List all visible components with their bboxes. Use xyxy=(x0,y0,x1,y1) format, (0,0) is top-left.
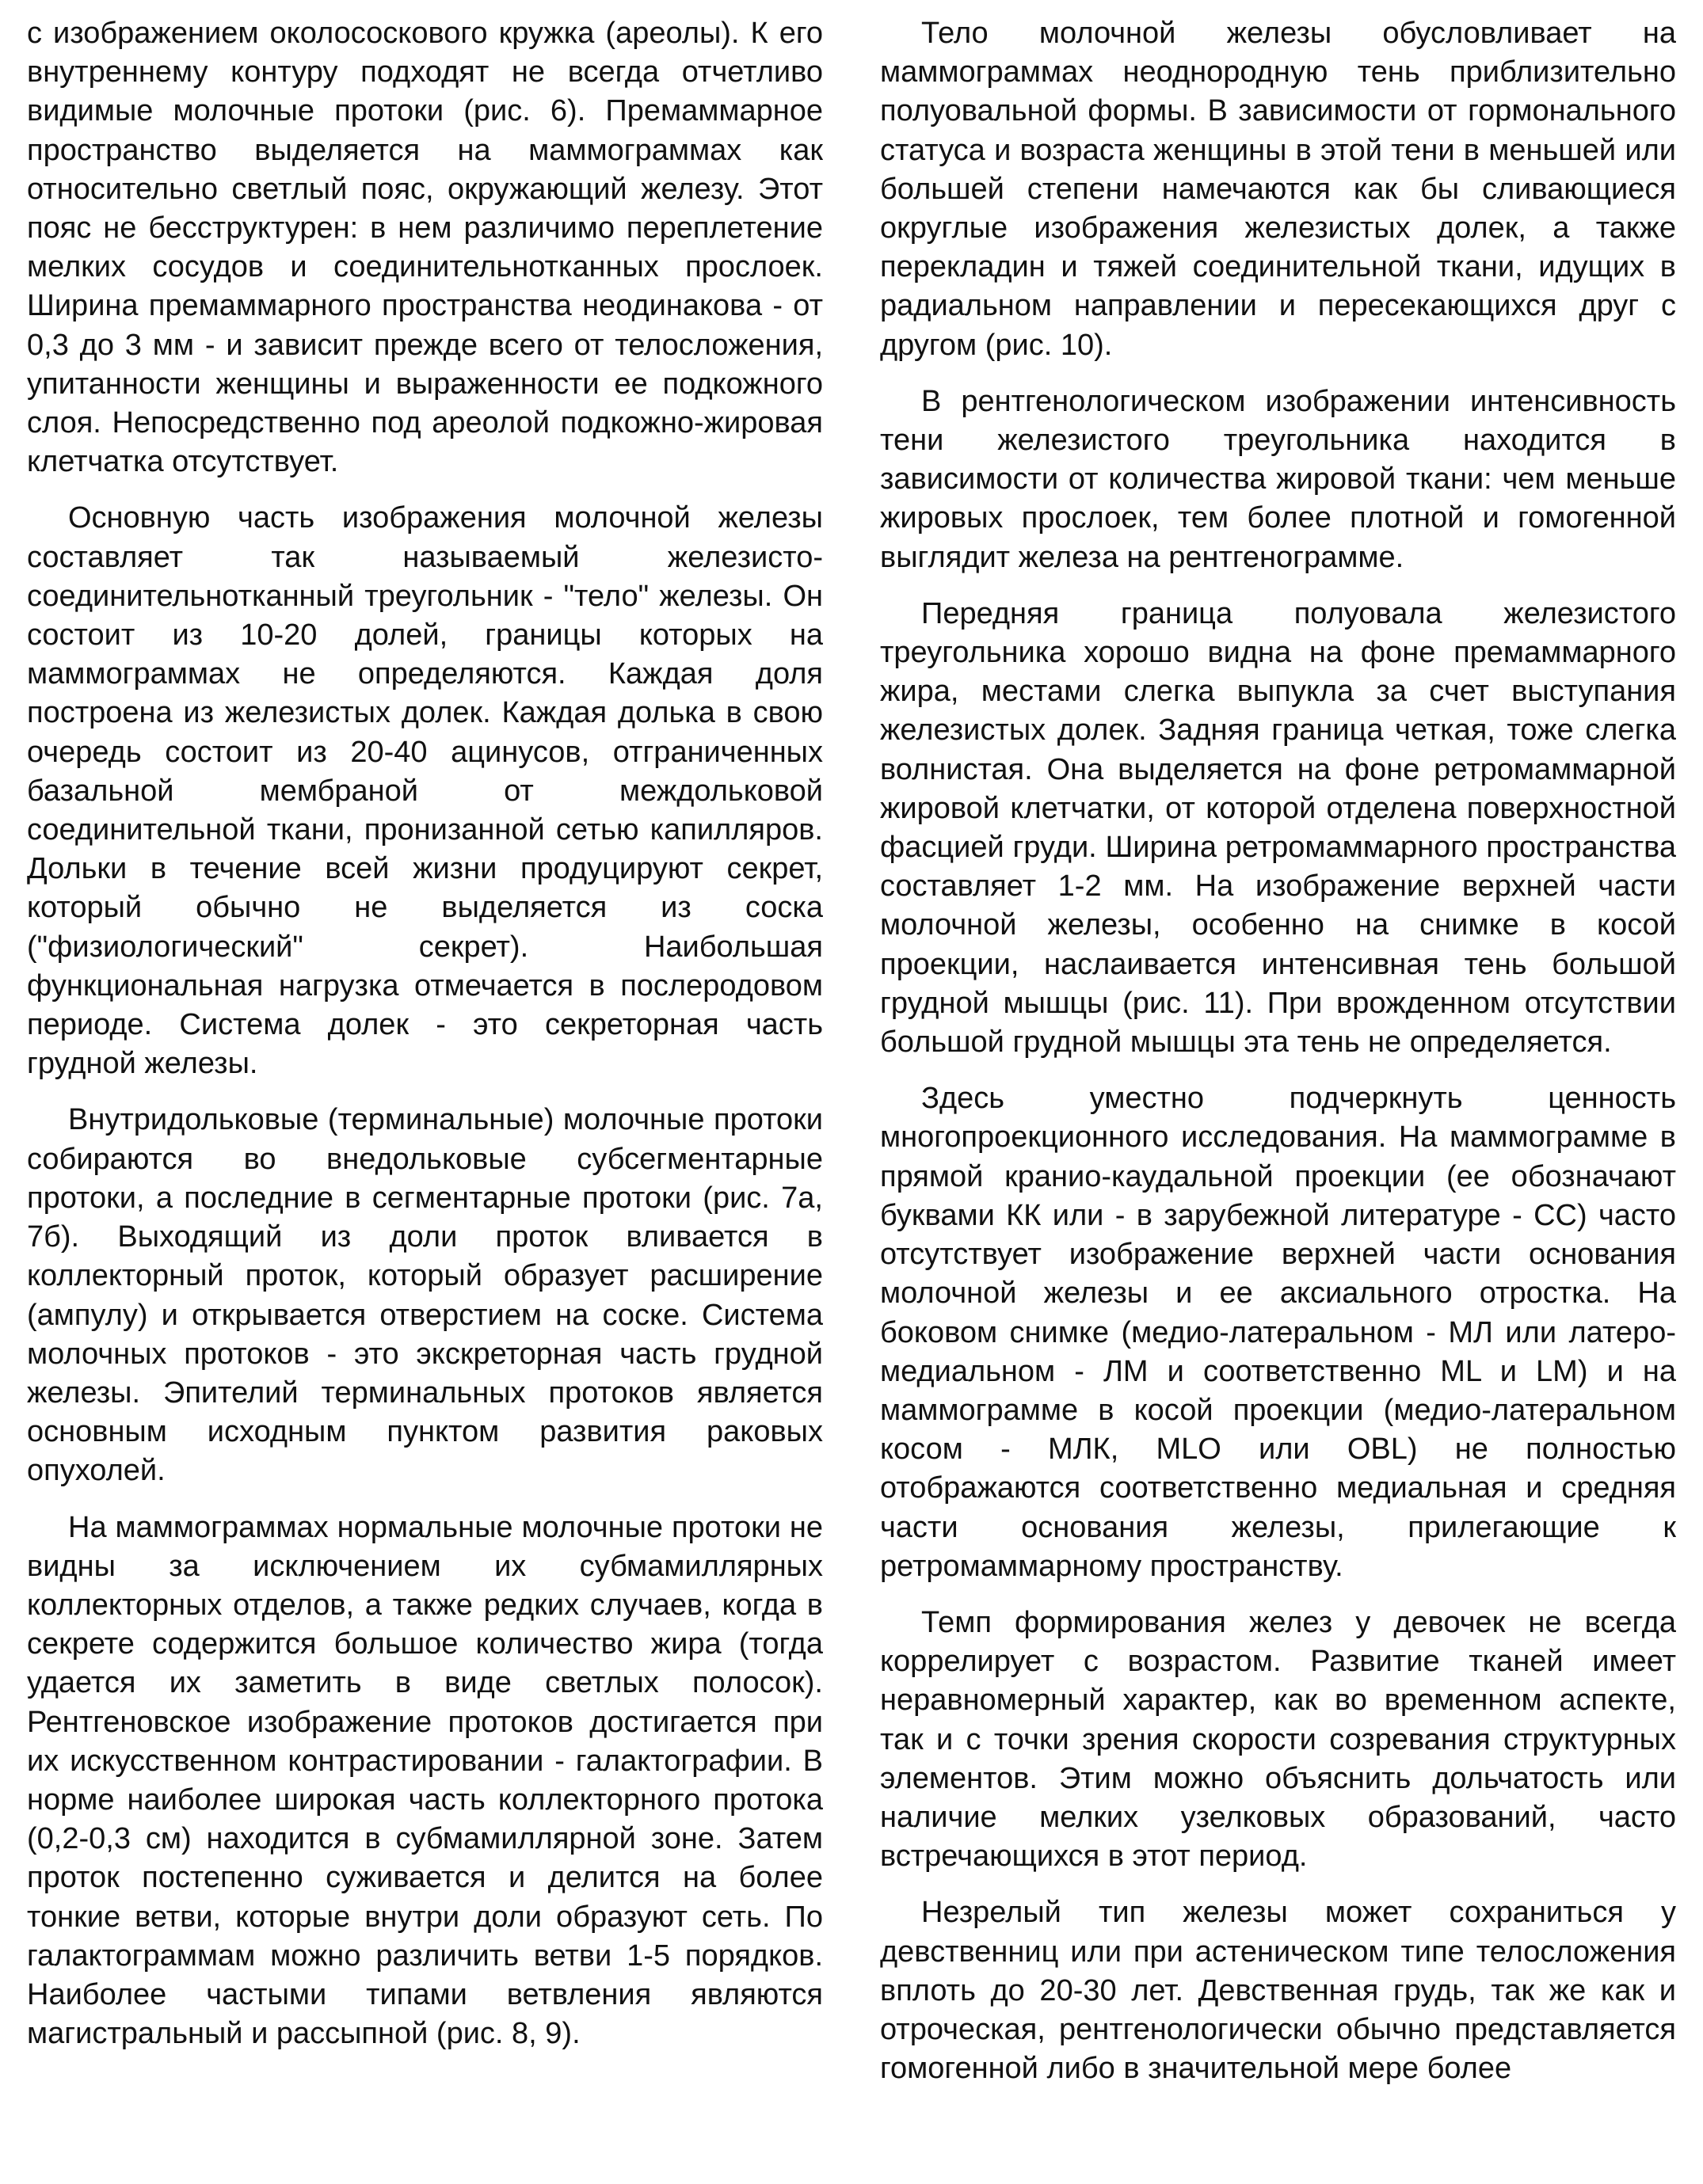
right-column xyxy=(880,14,1676,2176)
paragraph: с изображением околососкового кружка (ареолы). К его внутреннему контуру подходят не всегда отчетливо видимые молочные протоки (рис. 6). Премаммарное пространство выделяется на маммограммах как относительно светлый пояс, окружающий железу. Этот пояс не бесструктурен: в нем различимо переплетение мелких сосудов и соединительнотканных прослоек. Ширина премаммарного пространства неодинакова - от 0,3 до 3 мм - и зависит прежде всего от телосложения, упитанности женщины и выраженности ее подкожного слоя. Непосредственно под ареолой подкожно-жировая клетчатка отсутствует. xyxy=(27,17,823,479)
paragraph: Незрелый тип железы может сохраниться у девственниц или при астеническом типе телосложения вплоть до 20-30 лет. Девственная грудь, так же как и отроческая, рентгенологически обычно представляется гомогенной либо в значительной мере более xyxy=(880,1896,1676,2086)
paragraph: На маммограммах нормальные молочные протоки не видны за исключением их субмамиллярных коллекторных отделов, а также редких случаев, когда в секрете содержится большое количество жира (тогда удается их заметить в виде светлых полосок). Рентгеновское изображение протоков достигается при их искусственном контрастировании - галактографии. В норме наиболее широкая часть коллекторного протока (0,2-0,3 см) находится в субмамиллярной зоне. Затем проток постепенно суживается и делится на более тонкие ветви, которые внутри доли образуют сеть. По галактограммам можно различить ветви 1-5 порядков. Наиболее частыми типами ветвления являются магистральный и рассыпной (рис. 8, 9). xyxy=(27,1510,823,2051)
paragraph: Основную часть изображения молочной железы составляет так называемый железисто-соединительнотканный треугольник - "тело" железы. Он состоит из 10-20 долей, границы которых на маммограммах не определяются. Каждая доля построена из железистых долек. Каждая долька в свою очередь состоит из 20-40 ацинусов, отграниченных базальной мембраной от междольковой соединительной ткани, пронизанной сетью капилляров. Дольки в течение всей жизни продуцируют секрет, который обычно не выделяется из соска ("физиологический" секрет). Наибольшая функциональная нагрузка отмечается в послеродовом периоде. Система долек - это секреторная часть грудной железы. xyxy=(27,501,823,1081)
paragraph: Передняя граница полуовала железистого треугольника хорошо видна на фоне премаммарного жира, местами слегка выпукла за счет выступания железистых долек. Задняя граница четкая, тоже слегка волнистая. Она выделяется на фоне ретромаммарной жировой клетчатки, от которой отделена поверхностной фасцией груди. Ширина ретромаммарного пространства составляет 1-2 мм. На изображение верхней части молочной железы, особенно на снимке в косой проекции, наслаивается интенсивная тень большой грудной мышцы (рис. 11). При врожденном отсутствии большой грудной мышцы эта тень не определяется. xyxy=(880,596,1676,1060)
document-page xyxy=(27,14,1676,2176)
paragraph: Темп формирования желез у девочек не всегда коррелирует с возрастом. Развитие тканей имеет неравномерный характер, как во временном аспекте, так и с точки зрения скорости созревания структурных элементов. Этим можно объяснить дольчатость или наличие мелких узелковых образований, часто встречающихся в этот период. xyxy=(880,1605,1676,1874)
left-column xyxy=(27,14,823,2176)
paragraph: Тело молочной железы обусловливает на маммограммах неоднородную тень приблизительно полуовальной формы. В зависимости от гормонального статуса и возраста женщины в этой тени в меньшей или большей степени намечаются как бы сливающиеся округлые изображения железистых долек, а также перекладин и тяжей соединительной ткани, идущих в радиальном направлении и пересекающихся друг с другом (рис. 10). xyxy=(880,17,1676,362)
paragraph: В рентгенологическом изображении интенсивность тени железистого треугольника находится в зависимости от количества жировой ткани: чем меньше жировых прослоек, тем более плотной и гомогенной выглядит железа на рентгенограмме. xyxy=(880,384,1676,574)
paragraph: Внутридольковые (терминальные) молочные протоки собираются во внедольковые субсегментарные протоки, а последние в сегментарные протоки (рис. 7а, 7б). Выходящий из доли проток вливается в коллекторный проток, который образует расширение (ампулу) и открывается отверстием на соске. Система молочных протоков - это экскреторная часть грудной железы. Эпителий терминальных протоков является основным исходным пунктом развития раковых опухолей. xyxy=(27,1103,823,1488)
paragraph: Здесь уместно подчеркнуть ценность многопроекционного исследования. На маммограмме в прямой кранио-каудальной проекции (ее обозначают буквами КК или - в зарубежной литературе - СС) часто отсутствует изображение верхней части основания молочной железы и ее аксиального отростка. На боковом снимке (медио-латеральном - МЛ или латеро-медиальном - ЛМ и соответственно ML и LM) и на маммограмме в косой проекции (медио-латеральном косом - МЛК, MLO или OBL) не полностью отображаются соответственно медиальная и средняя части основания железы, прилегающие к ретромаммарному пространству. xyxy=(880,1082,1676,1583)
